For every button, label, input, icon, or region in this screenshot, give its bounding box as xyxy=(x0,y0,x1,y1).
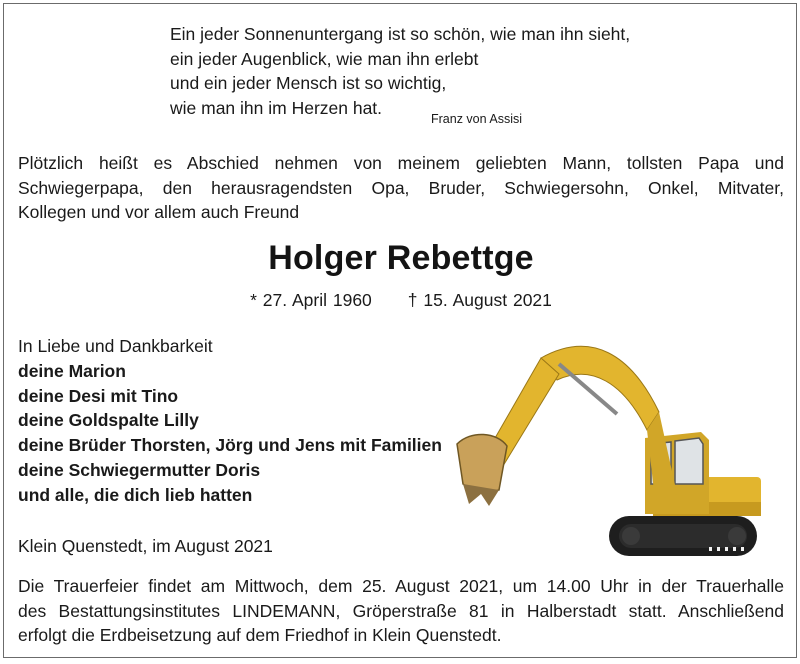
excavator-icon xyxy=(441,334,761,562)
mourner-name: deine Marion xyxy=(18,360,126,381)
intro-line: Kollegen und vor allem auch Freund xyxy=(18,202,300,222)
intro-line: Schwiegerpapa, den herausragendsten Opa, Bruder, Schwiegersohn, Onkel, Mitvater, xyxy=(18,177,784,198)
place-and-date: Klein Quenstedt, im August 2021 xyxy=(18,536,273,556)
funeral-line: des Bestattungsinstitutes LINDEMANN, Gröperstraße 81 in Halberstadt statt. Anschließend xyxy=(18,600,784,621)
funeral-info xyxy=(18,574,784,648)
poem xyxy=(170,22,630,120)
poem-line: ein jeder Augenblick, wie man ihn erlebt xyxy=(170,48,479,69)
mourner-name: und alle, die dich lieb hatten xyxy=(18,484,253,505)
mourners-list xyxy=(18,334,442,508)
death-date: † 15. August 2021 xyxy=(407,290,552,310)
poem-line: Ein jeder Sonnenuntergang ist so schön, wie man ihn sieht, xyxy=(170,24,631,44)
mourners-heading: In Liebe und Dankbarkeit xyxy=(18,336,213,356)
mourner-name: deine Goldspalte Lilly xyxy=(18,410,199,431)
mourner-name: deine Schwiegermutter Doris xyxy=(18,459,261,480)
funeral-line: erfolgt die Erdbeisetzung auf dem Friedhof in Klein Quenstedt. xyxy=(18,625,502,645)
funeral-line: Die Trauerfeier findet am Mittwoch, dem 25. August 2021, um 14.00 Uhr in der Trauerhalle xyxy=(18,576,784,596)
mourner-name: deine Desi mit Tino xyxy=(18,385,179,406)
intro-text xyxy=(18,151,784,225)
poem-line: wie man ihn im Herzen hat. xyxy=(170,97,383,118)
life-dates xyxy=(4,290,798,311)
obituary-notice xyxy=(3,3,797,658)
birth-date: * 27. April 1960 xyxy=(250,290,372,310)
deceased-name: Holger Rebettge xyxy=(268,239,534,277)
mourner-name: deine Brüder Thorsten, Jörg und Jens mit Familien xyxy=(18,435,442,456)
poem-line: und ein jeder Mensch ist so wichtig, xyxy=(170,73,447,93)
poem-author: Franz von Assisi xyxy=(431,112,523,126)
intro-line: Plötzlich heißt es Abschied nehmen von meinem geliebten Mann, tollsten Papa und xyxy=(18,153,784,173)
